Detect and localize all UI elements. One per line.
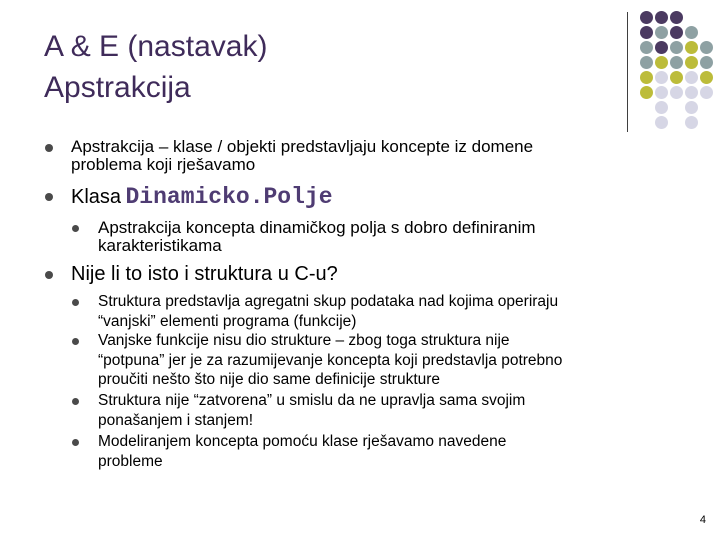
page-number: 4 bbox=[699, 514, 706, 526]
bullet-icon bbox=[45, 271, 53, 279]
title-line-1: A & E (nastavak) bbox=[44, 30, 268, 63]
bullet-1-line-1: Apstrakcija – klase / objekti predstavljaju koncepte iz domene bbox=[71, 137, 534, 156]
sub-bullet-3-3-line-1: Struktura nije “zatvorena” u smislu da ne upravlja sama svojim bbox=[98, 392, 526, 409]
bullet-icon bbox=[72, 398, 79, 405]
sub-bullet-2-1-line-2: karakteristikama bbox=[98, 236, 222, 255]
sub-bullet-3-2-line-3: proučiti nešto što nije dio same definicije strukture bbox=[98, 371, 441, 388]
bullet-icon bbox=[72, 338, 79, 345]
bullet-icon bbox=[72, 299, 79, 306]
sub-bullet-3-4-line-1: Modeliranjem koncepta pomoću klase rješavamo navedene bbox=[98, 433, 507, 450]
bullet-icon bbox=[72, 225, 79, 232]
bullet-1-line-2: problema koji rješavamo bbox=[71, 155, 256, 174]
sub-bullet-3-2-line-2: “potpuna” jer je za razumijevanje koncepta koji predstavlja potrebno bbox=[98, 351, 563, 369]
bullet-icon bbox=[45, 144, 53, 152]
sub-bullet-3-2-line-1: Vanjske funkcije nisu dio strukture – zbog toga struktura nije bbox=[98, 332, 510, 349]
sub-bullet-3-1-line-1: Struktura predstavlja agregatni skup podataka nad kojima operiraju bbox=[98, 293, 559, 310]
bullet-icon bbox=[72, 439, 79, 446]
title-line-2: Apstrakcija bbox=[44, 71, 191, 104]
bullet-3-text: Nije li to isto i struktura u C-u? bbox=[71, 263, 338, 285]
sub-bullet-3-4-line-2: probleme bbox=[98, 452, 163, 470]
bullet-icon bbox=[45, 193, 53, 201]
sub-bullet-3-3-line-2: ponašanjem i stanjem! bbox=[98, 411, 254, 429]
sub-bullet-3-1-line-2: “vanjski” elementi programa (funkcije) bbox=[98, 312, 357, 330]
sub-bullet-2-1-line-1: Apstrakcija koncepta dinamičkog polja s dobro definiranim bbox=[98, 218, 536, 237]
class-name-code: Dinamicko.Polje bbox=[125, 184, 333, 210]
bullet-2-prefix: Klasa bbox=[71, 186, 122, 208]
